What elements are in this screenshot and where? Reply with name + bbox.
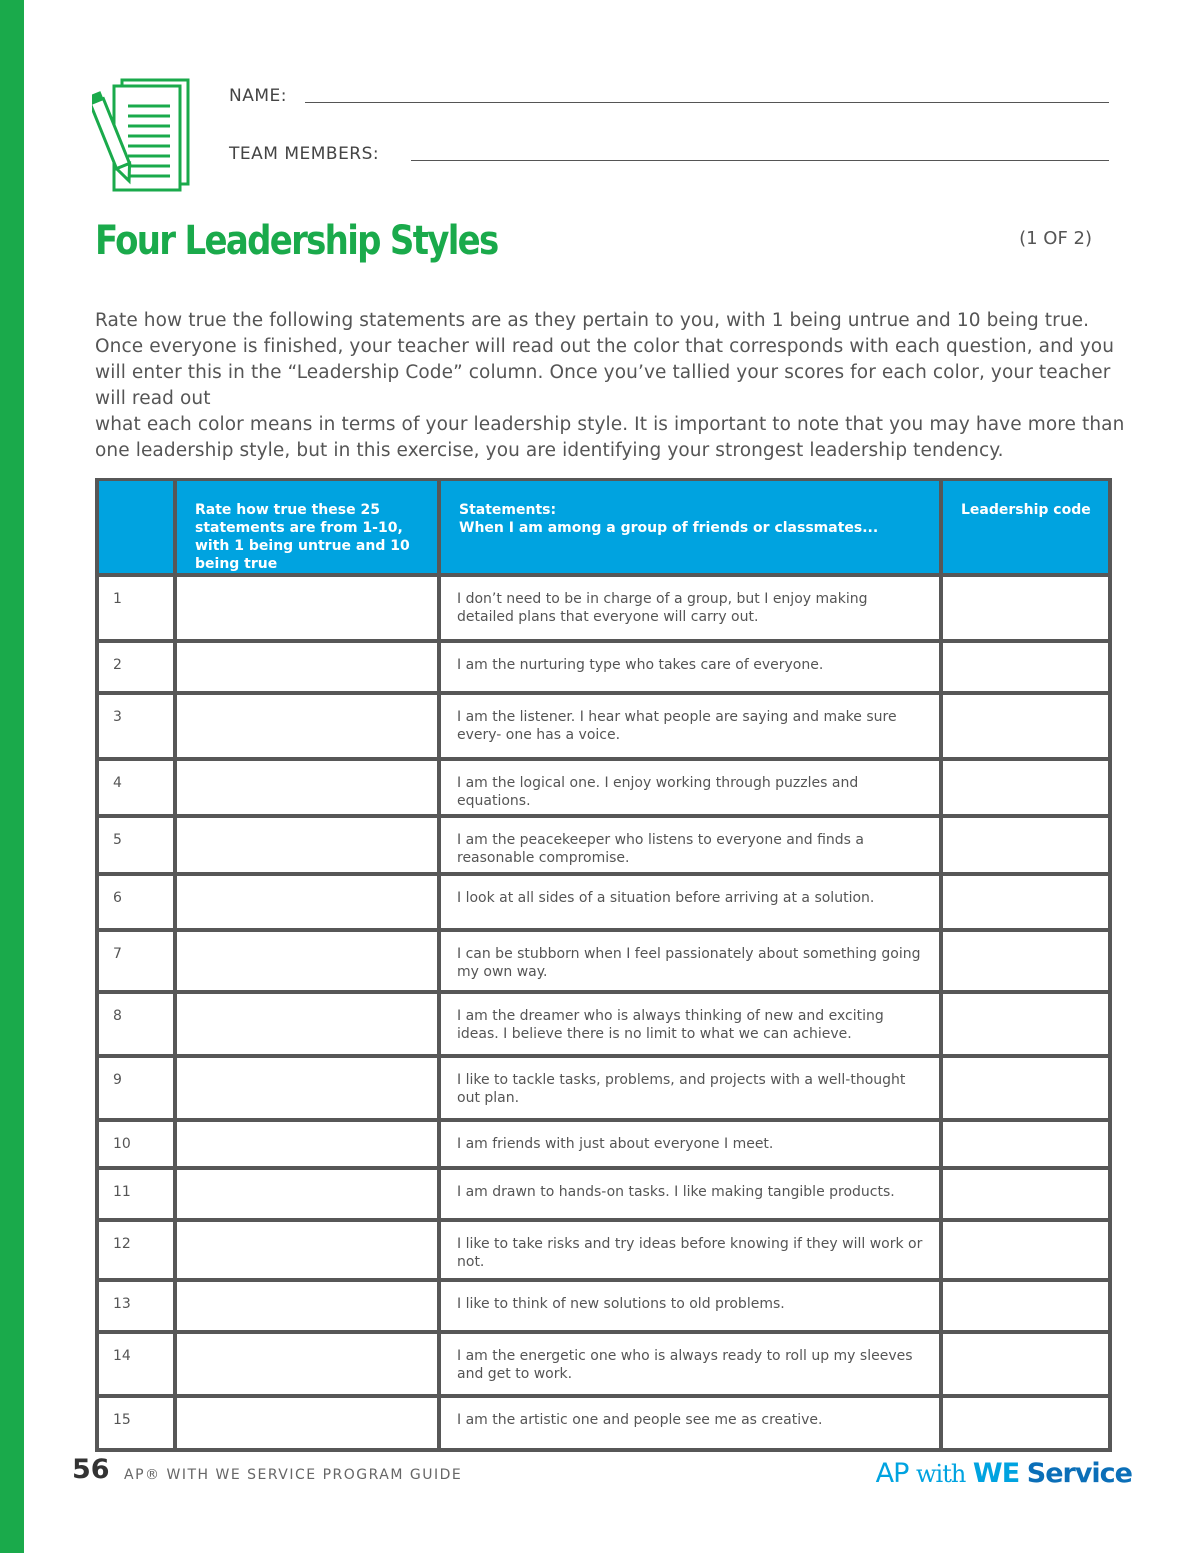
row-number: 10 (97, 1120, 175, 1168)
statement-text: I am the energetic one who is always ready to roll up my sleeves and get to work. (439, 1332, 941, 1396)
table-row (97, 1220, 1110, 1280)
table-row (97, 1280, 1110, 1332)
row-number: 2 (97, 641, 175, 693)
leadership-survey-table (95, 478, 1112, 1452)
table-header-row (97, 480, 1110, 576)
rating-input-cell[interactable] (175, 693, 439, 759)
statement-text: I am the peacekeeper who listens to everyone and finds a reasonable compromise. (439, 816, 941, 874)
leadership-code-cell[interactable] (941, 641, 1110, 693)
name-field-line[interactable] (305, 102, 1109, 103)
statement-text: I like to take risks and try ideas before knowing if they will work or not. (439, 1220, 941, 1280)
brand-we: WE (972, 1458, 1020, 1489)
rating-input-cell[interactable] (175, 992, 439, 1056)
row-number: 3 (97, 693, 175, 759)
statement-text: I like to tackle tasks, problems, and projects with a well-thought out plan. (439, 1056, 941, 1120)
team-members-label: TEAM MEMBERS: (229, 144, 380, 164)
header-rate: Rate how true these 25 statements are from 1-10, with 1 being untrue and 10 being true (175, 480, 439, 576)
row-number: 8 (97, 992, 175, 1056)
row-number: 12 (97, 1220, 175, 1280)
row-number: 11 (97, 1168, 175, 1220)
instructions (95, 308, 1135, 464)
page-number: 56 (72, 1454, 110, 1485)
rating-input-cell[interactable] (175, 641, 439, 693)
brand-ap: AP (875, 1458, 909, 1489)
header-statements-subtitle: When I am among a group of friends or classmates... (459, 520, 879, 536)
leadership-code-cell[interactable] (941, 1396, 1110, 1450)
leadership-code-cell[interactable] (941, 992, 1110, 1056)
row-number: 5 (97, 816, 175, 874)
leadership-code-cell[interactable] (941, 759, 1110, 816)
table-row (97, 575, 1110, 641)
row-number: 6 (97, 874, 175, 930)
table-row (97, 1332, 1110, 1396)
team-members-field-line[interactable] (411, 160, 1109, 161)
leadership-code-cell[interactable] (941, 874, 1110, 930)
statement-text: I am drawn to hands-on tasks. I like making tangible products. (439, 1168, 941, 1220)
table-row (97, 1120, 1110, 1168)
row-number: 14 (97, 1332, 175, 1396)
statement-text: I can be stubborn when I feel passionately about something going my own way. (439, 930, 941, 992)
table-row (97, 693, 1110, 759)
page-title: Four Leadership Styles (95, 218, 498, 264)
left-green-bar (0, 0, 24, 1553)
footer-guide-title: AP® WITH WE SERVICE PROGRAM GUIDE (124, 1467, 463, 1483)
table-row (97, 816, 1110, 874)
leadership-code-cell[interactable] (941, 816, 1110, 874)
row-number: 1 (97, 575, 175, 641)
row-number: 7 (97, 930, 175, 992)
rating-input-cell[interactable] (175, 1220, 439, 1280)
statement-text: I like to think of new solutions to old problems. (439, 1280, 941, 1332)
statement-text: I am the nurturing type who takes care of everyone. (439, 641, 941, 693)
rating-input-cell[interactable] (175, 816, 439, 874)
rating-input-cell[interactable] (175, 1396, 439, 1450)
leadership-code-cell[interactable] (941, 930, 1110, 992)
rating-input-cell[interactable] (175, 575, 439, 641)
table-row (97, 930, 1110, 992)
leadership-code-cell[interactable] (941, 1280, 1110, 1332)
header-statements-title: Statements: (459, 502, 557, 518)
rating-input-cell[interactable] (175, 930, 439, 992)
brand-service: Service (1026, 1458, 1132, 1489)
leadership-code-cell[interactable] (941, 575, 1110, 641)
rating-input-cell[interactable] (175, 1056, 439, 1120)
statement-text: I am the logical one. I enjoy working through puzzles and equations. (439, 759, 941, 816)
leadership-code-cell[interactable] (941, 1220, 1110, 1280)
page-indicator: (1 OF 2) (1019, 228, 1092, 249)
rating-input-cell[interactable] (175, 1120, 439, 1168)
table-row (97, 992, 1110, 1056)
name-label: NAME: (229, 86, 287, 106)
statement-text: I am the listener. I hear what people are saying and make sure every- one has a voice. (439, 693, 941, 759)
instructions-paragraph-1: Rate how true the following statements are as they pertain to you, with 1 being untrue and 10 being true. Once everyone is finished, your teacher will read out the color that corresponds with each question, and you will enter this in the “Leadership Code” column. Once you’ve tallied your scores for each color, your teacher will read out (95, 310, 1115, 409)
rating-input-cell[interactable] (175, 1280, 439, 1332)
row-number: 4 (97, 759, 175, 816)
rating-input-cell[interactable] (175, 759, 439, 816)
header-number (97, 480, 175, 576)
table-row (97, 1168, 1110, 1220)
leadership-code-cell[interactable] (941, 1168, 1110, 1220)
table-row (97, 641, 1110, 693)
leadership-code-cell[interactable] (941, 1332, 1110, 1396)
statement-text: I look at all sides of a situation before arriving at a solution. (439, 874, 941, 930)
row-number: 13 (97, 1280, 175, 1332)
leadership-code-cell[interactable] (941, 1056, 1110, 1120)
table-row (97, 1056, 1110, 1120)
table-row (97, 874, 1110, 930)
rating-input-cell[interactable] (175, 874, 439, 930)
header-statements (439, 480, 941, 576)
statement-text: I am friends with just about everyone I meet. (439, 1120, 941, 1168)
brand-with: with (916, 1460, 966, 1488)
leadership-code-cell[interactable] (941, 1120, 1110, 1168)
brand-logo (876, 1458, 1132, 1489)
statement-text: I am the dreamer who is always thinking of new and exciting ideas. I believe there is no limit to what we can achieve. (439, 992, 941, 1056)
worksheet-pencil-icon (92, 76, 196, 194)
rating-input-cell[interactable] (175, 1168, 439, 1220)
row-number: 9 (97, 1056, 175, 1120)
leadership-code-cell[interactable] (941, 693, 1110, 759)
table-row (97, 1396, 1110, 1450)
statement-text: I don’t need to be in charge of a group, but I enjoy making detailed plans that everyone will carry out. (439, 575, 941, 641)
instructions-paragraph-2: what each color means in terms of your leadership style. It is important to note that you may have more than one leadership style, but in this exercise, you are identifying your strongest leadership tendency. (95, 414, 1125, 461)
row-number: 15 (97, 1396, 175, 1450)
header-leadership-code: Leadership code (941, 480, 1110, 576)
statement-text: I am the artistic one and people see me as creative. (439, 1396, 941, 1450)
rating-input-cell[interactable] (175, 1332, 439, 1396)
table-row (97, 759, 1110, 816)
